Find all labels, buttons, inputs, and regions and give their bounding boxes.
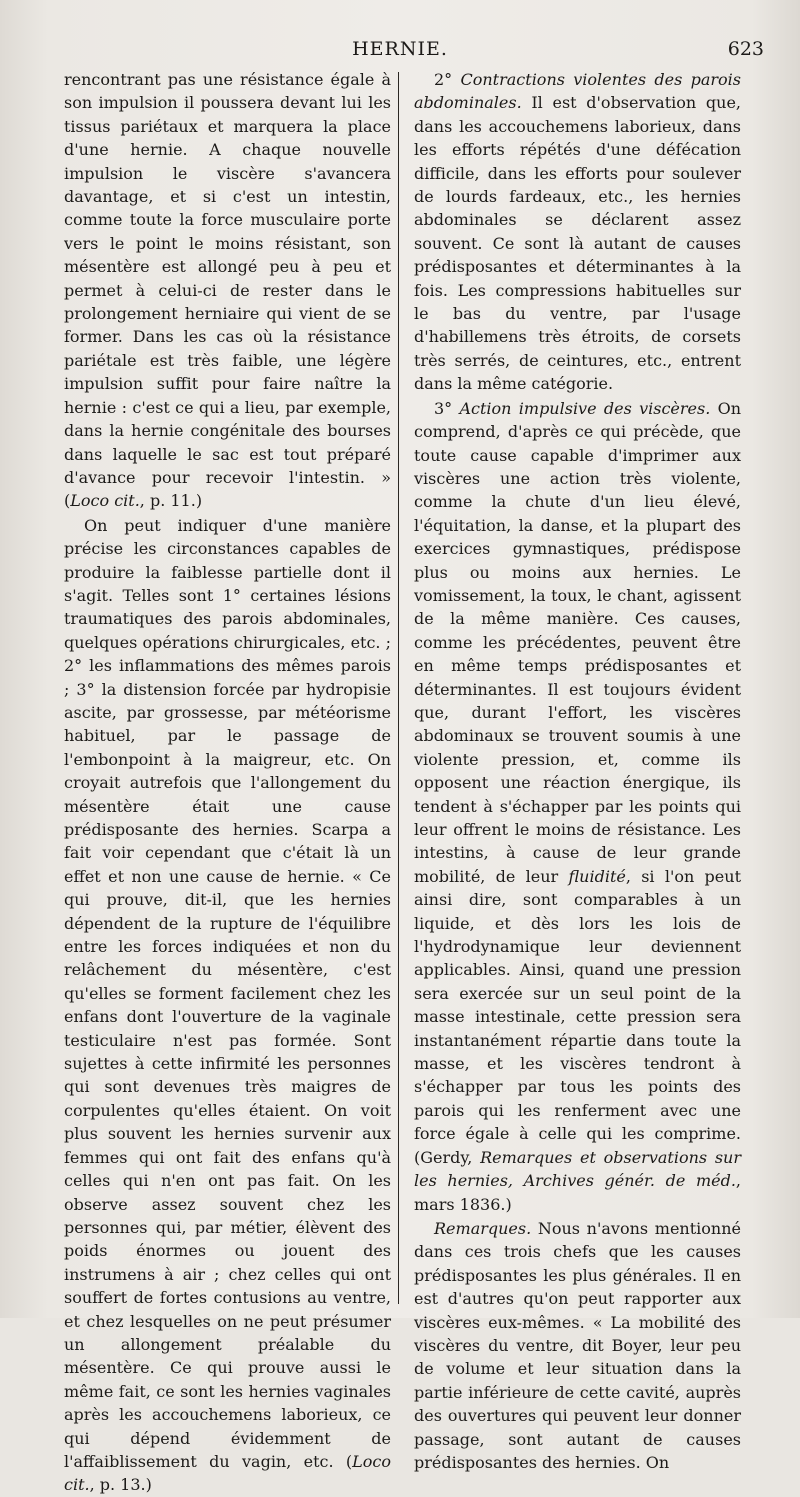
page-header [0,36,800,68]
right-column [414,68,741,1474]
running-head: HERNIE. [352,38,448,60]
text-run: rencontrant pas une résistance égale à son impulsion il poussera devant lui les tissus pariétaux et marquera la place d'une hernie. A chaque nouvelle impulsion le viscère s'avancera davantage, et si c'est un intestin, comme toute la force musculaire porte vers le point le moins résistant, son mésentère est allongé peu à peu et permet à celui-ci de rester dans le prolongement herniaire qui vient de se former. Dans les cas où la résistance pariétale est très faible, une légère impulsion suffit pour faire naître la hernie : c'est ce qui a lieu, par exemple, dans la hernie congénitale des bourses dans laquelle le sac est tout préparé d'avance pour recevoir l'intestin. » ( [64,70,391,511]
italic-text: Loco cit. [64,1451,391,1495]
paragraph [64,68,391,513]
paragraph [414,68,741,396]
text-run: , p. 11.) [139,491,203,511]
text-run: Nous n'avons mentionné dans ces trois chefs que les causes prédisposantes les plus générales. Il en est d'autres qu'on peut rapporter aux viscères eux-mêmes. « La mobilité des viscères du ventre, dit Boyer, leur peu de volume et leur situation dans la partie inférieure de cette cavité, auprès des ouvertures qui peuvent leur donner passage, sont autant de causes prédisposantes des hernies. On [414,1218,741,1472]
paragraph [414,397,741,1216]
italic-text: Remarques. [434,1218,532,1238]
italic-text: Remarques et observations sur les hernies, Archives génér. de méd. [414,1147,741,1191]
text-run: , mars 1836.) [414,1171,741,1214]
left-column [64,68,391,1497]
italic-text: Contractions violentes des parois abdominales. [414,70,742,113]
text-run: On peut indiquer d'une manière précise les circonstances capables de produire la faiblesse partielle dont il s'agit. Telles sont 1° certaines lésions traumatiques des parois abdominales, quelques opérations chirurgicales, etc. ; 2° les inflammations des mêmes parois ; 3° la distension forcée par hydropisie ascite, par grossesse, par météorisme habituel, par le passage de l'embonpoint à la maigreur, etc. On croyait autrefois que l'allongement du mésentère était une cause prédisposante des hernies. Scarpa a fait voir cependant que c'était là un effet et non une cause de hernie. « Ce qui prouve, dit-il, que les hernies dépendent de la rupture de l'équilibre entre les forces indiquées et non du relâchement du mésentère, c'est qu'elles se forment facilement chez les enfans dont l'ouverture de la vaginale testiculaire n'est pas formée. Sont sujettes à cette infirmité les personnes qui sont devenues très maigres de corpulentes qu'elles étaient. On voit plus souvent les hernies survenir aux femmes qui ont fait des enfans qu'à celles qui n'en ont pas fait. On les observe assez souvent chez les personnes qui, par métier, élèvent des poids énormes ou jouent des instrumens à air ; chez celles qui ont souffert de fortes contusions au ventre, et chez lesquelles on ne peut présumer un allongement préalable du mésentère. Ce qui prouve aussi le même fait, ce sont les hernies vaginales après les accouchemens laborieux, ce qui dépend évidemment de l'affaiblissement du vagin, etc. ( [64,515,391,1471]
paragraph [414,1217,741,1474]
text-run: 2° [434,70,461,89]
italic-text: Loco cit. [70,491,140,511]
text-run: Il est d'observation que, dans les accouchemens laborieux, dans les efforts répétés d'une défécation difficile, dans les efforts pour soulever de lourds fardeaux, etc., les hernies abdominales se déclarent assez souvent. Ce sont là autant de causes prédisposantes et déterminantes à la fois. Les compressions habituelles sur le bas du ventre, par l'usage d'habillemens très étroits, de corsets très serrés, de ceintures, etc., entrent dans la même catégorie. [414,93,741,394]
text-run: 3° [434,398,460,418]
page-number: 623 [727,38,764,60]
text-run: On comprend, d'après ce qui précède, que toute cause capable d'imprimer aux viscères une action très violente, comme la chute d'un lieu élevé, l'équitation, la danse, et la plupart des exercices gymnastiques, prédispose plus ou moins aux hernies. Le vomissement, la toux, le chant, agissent de la même manière. Ces causes, comme les précédentes, peuvent être en même temps prédisposantes et déterminantes. Il est toujours évident que, durant l'effort, les viscères abdominaux se trouvent soumis à une violente pression, et, comme ils opposent une réaction énergique, ils tendent à s'échapper par les points qui leur offrent le moins de résistance. Les intestins, à cause de leur grande mobilité, de leur [414,398,742,886]
text-run: , p. 13.) [89,1475,152,1495]
column-divider [398,72,399,1304]
italic-text: fluidité [568,866,626,886]
text-run: , si l'on peut ainsi dire, sont comparables à un liquide, et dès lors les lois de l'hydrodynamique leur deviennent applicables. Ainsi, quand une pression sera exercée sur un seul point de la masse intestinale, cette pression sera instantanément répartie dans toute la masse, et les viscères tendront à s'échapper par tous les points des parois qui les renferment avec une force égale à celle qui les comprime. (Gerdy, [414,866,741,1167]
italic-text: Action impulsive des viscères. [459,398,711,418]
paragraph [64,514,391,1497]
